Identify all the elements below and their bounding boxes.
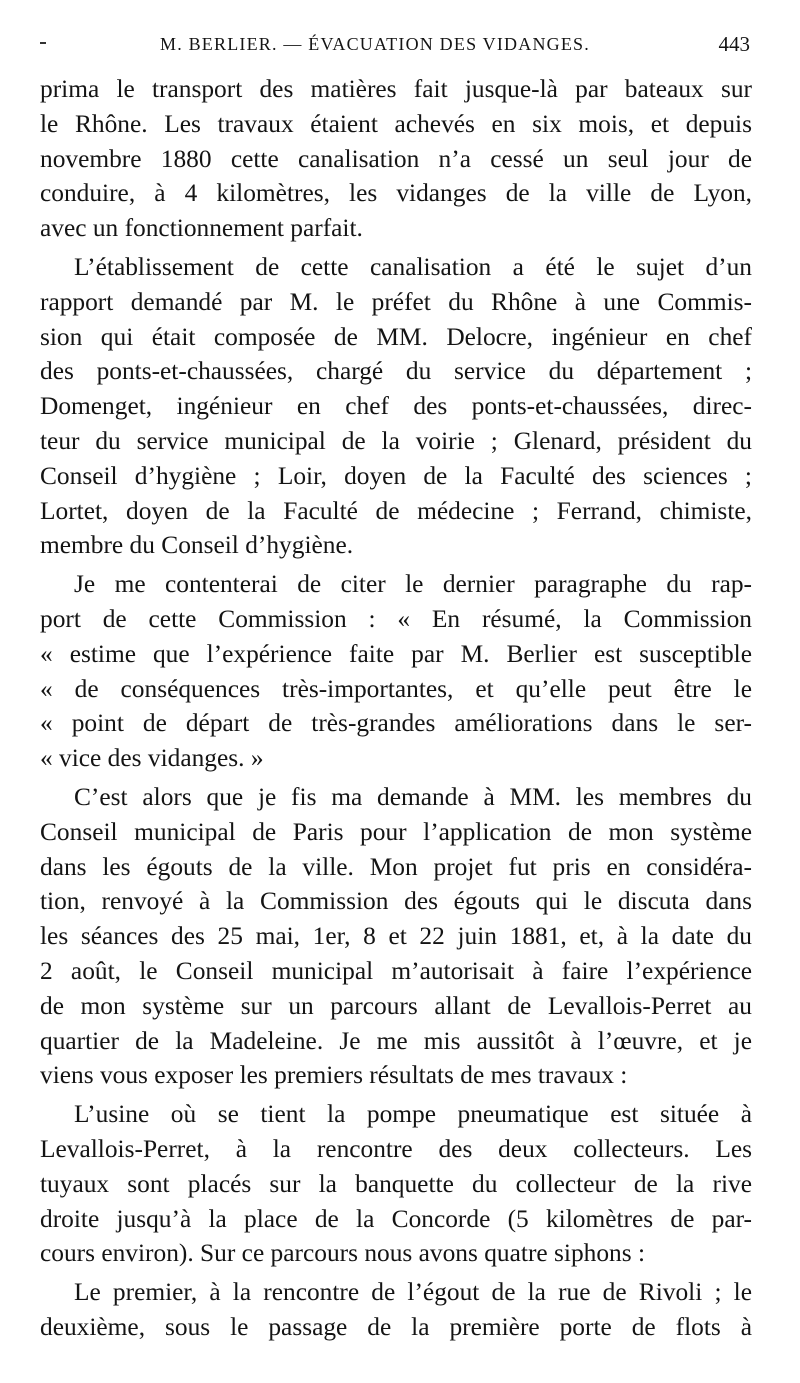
paragraph: [40, 72, 752, 246]
header-dash-mark: [40, 42, 46, 44]
paragraph: [40, 567, 752, 776]
text-line: 2 août, le Conseil municipal m’autorisait à faire l’expérience: [40, 956, 752, 985]
paragraph: [40, 1097, 752, 1271]
body-text: [40, 72, 752, 1345]
text-line: quartier de la Madeleine. Je me mis aussitôt à l’œuvre, et je: [40, 1026, 752, 1055]
text-line: novembre 1880 cette canalisation n’a cessé un seul jour de: [40, 144, 752, 173]
text-line: tion, renvoyé à la Commission des égouts qui le discuta dans: [40, 887, 752, 916]
text-line: Je me contenterai de citer le dernier paragraphe du rap-: [74, 570, 752, 599]
paragraph: [40, 250, 752, 563]
text-line: conduire, à 4 kilomètres, les vidanges de la ville de Lyon,: [40, 179, 752, 208]
text-line: Lortet, doyen de la Faculté de médecine ; Ferrand, chimiste,: [40, 496, 752, 525]
text-line: prima le transport des matières fait jusque-là par bateaux sur: [40, 75, 752, 103]
text-line: Le premier, à la rencontre de l’égout de la rue de Rivoli ; le: [74, 1278, 752, 1307]
paragraph: [40, 780, 752, 1093]
text-line: sion qui était composée de MM. Delocre, ingénieur en chef: [40, 322, 752, 351]
text-line: « point de départ de très-grandes améliorations dans le ser-: [40, 709, 752, 738]
text-line: des ponts-et-chaussées, chargé du service du département ;: [40, 357, 752, 386]
text-line: droite jusqu’à la place de la Concorde (5 kilomètres de par-: [40, 1204, 752, 1233]
text-line: teur du service municipal de la voirie ; Glenard, président du: [40, 426, 752, 455]
text-line: Levallois-Perret, à la rencontre des deux collecteurs. Les: [40, 1134, 752, 1163]
text-line: cours environ). Sur ce parcours nous avons quatre siphons :: [40, 1239, 646, 1268]
text-line: L’usine où se tient la pompe pneumatique est située à: [74, 1100, 752, 1129]
text-line: dans les égouts de la ville. Mon projet fut pris en considéra-: [40, 852, 752, 881]
text-line: le Rhône. Les travaux étaient achevés en six mois, et depuis: [40, 109, 752, 138]
text-line: rapport demandé par M. le préfet du Rhône à une Commis-: [40, 287, 752, 316]
text-line: « estime que l’expérience faite par M. Berlier est susceptible: [40, 639, 752, 668]
text-line: Domenget, ingénieur en chef des ponts-et-chaussées, direc-: [40, 392, 752, 421]
text-line: tuyaux sont placés sur la banquette du collecteur de la rive: [40, 1169, 752, 1198]
page-header: [40, 30, 750, 64]
text-line: « de conséquences très-importantes, et qu’elle peut être le: [40, 674, 752, 703]
text-line: membre du Conseil d’hygiène.: [40, 531, 354, 560]
text-line: les séances des 25 mai, 1er, 8 et 22 juin 1881, et, à la date du: [40, 922, 752, 951]
text-line: Conseil d’hygiène ; Loir, doyen de la Faculté des sciences ;: [40, 461, 752, 490]
text-line: port de cette Commission : « En résumé, la Commission: [40, 604, 752, 633]
text-line: viens vous exposer les premiers résultats de mes travaux :: [40, 1061, 628, 1090]
text-line: « vice des vidanges. »: [40, 744, 264, 773]
text-line: Conseil municipal de Paris pour l’application de mon système: [40, 817, 752, 846]
running-head: M. BERLIER. — ÉVACUATION DES VIDANGES.: [160, 34, 590, 54]
text-line: L’établissement de cette canalisation a été le sujet d’un: [74, 252, 752, 281]
text-line: avec un fonctionnement parfait.: [40, 214, 363, 243]
text-line: deuxième, sous le passage de la première porte de flots à: [40, 1312, 752, 1341]
text-line: de mon système sur un parcours allant de Levallois-Perret au: [40, 991, 752, 1020]
paragraph: [40, 1275, 752, 1345]
page-number: 443: [718, 32, 750, 56]
text-line: C’est alors que je fis ma demande à MM. les membres du: [74, 782, 752, 811]
